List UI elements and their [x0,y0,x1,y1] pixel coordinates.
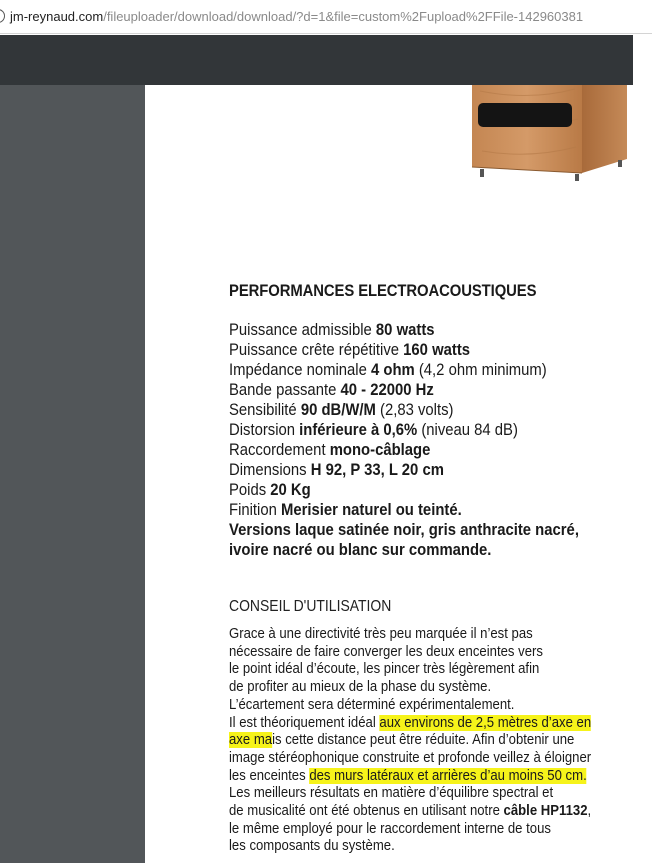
highlighted-text: aux environs de 2,5 mètres d’axe en [379,714,592,731]
spec-line: Raccordement mono-câblage [229,441,431,459]
paragraph-line: le même employé pour le raccordement interne de tous [229,820,551,837]
spec-line: Distorsion inférieure à 0,6% (niveau 84 dB) [229,421,518,439]
versions-line: Versions laque satinée noir, gris anthracite nacré, [229,521,579,539]
highlighted-text: axe ma [229,732,273,749]
spec-line: Impédance nominale 4 ohm (4,2 ohm minimum) [229,361,547,379]
address-bar[interactable] [0,0,652,34]
versions-line: ivoire nacré ou blanc sur commande. [229,541,492,559]
usage-advice-heading: CONSEIL D'UTILISATION [229,598,392,615]
spec-line: Sensibilité 90 dB/W/M (2,83 volts) [229,401,454,419]
paragraph-line: de profiter au mieux de la phase du système. [229,679,492,696]
highlighted-text: des murs latéraux et arrières d’au moins 50 cm. [309,767,587,784]
speaker-cabinet-image [470,85,630,181]
spec-line: Poids 20 Kg [229,481,311,499]
pdf-viewer-background [0,85,145,863]
usage-advice-paragraph [229,626,592,856]
page-info-icon[interactable] [0,9,5,23]
paragraph-line: nécessaire de faire converger les deux enceintes vers [229,643,543,660]
document-text [229,281,592,856]
paragraph-line: Il est théoriquement idéal aux environs de 2,5 mètres d’axe en [229,714,592,731]
scrollbar-track[interactable] [633,35,652,863]
paragraph-line: L’écartement sera déterminé expérimentalement. [229,696,515,713]
url-text[interactable] [10,9,583,25]
spec-line: Puissance admissible 80 watts [229,321,435,339]
spec-list [229,320,589,560]
paragraph-line: le point idéal d’écoute, les pincer très légèrement afin [229,661,540,678]
spec-line: Finition Merisier naturel ou teinté. [229,501,462,519]
section-heading: PERFORMANCES ELECTROACOUSTIQUES [229,282,537,300]
pdf-page [145,85,633,863]
paragraph-line: les composants du système. [229,838,395,855]
spec-line: Dimensions H 92, P 33, L 20 cm [229,461,444,479]
url-host: jm-reynaud.com [10,9,104,24]
paragraph-line: de musicalité ont été obtenus en utilisant notre câble HP1132, [229,803,592,820]
paragraph-line: les enceintes des murs latéraux et arrières d’au moins 50 cm. [229,767,587,784]
spec-line: Puissance crête répétitive 160 watts [229,341,471,359]
paragraph-line: image stéréophonique construite et profonde veillez à éloigner [229,749,592,766]
spec-line: Bande passante 40 - 22000 Hz [229,381,434,399]
paragraph-line: axe mais cette distance peut être réduite. Afin d’obtenir une [229,732,575,749]
paragraph-line: Les meilleurs résultats en matière d’équilibre spectral et [229,785,554,802]
paragraph-line: Grace à une directivité très peu marquée il n’est pas [229,626,533,642]
url-path: /fileuploader/download/download/?d=1&file=custom%2Fupload%2FFile-142960381 [103,9,584,24]
pdf-viewer-toolbar [0,35,633,85]
